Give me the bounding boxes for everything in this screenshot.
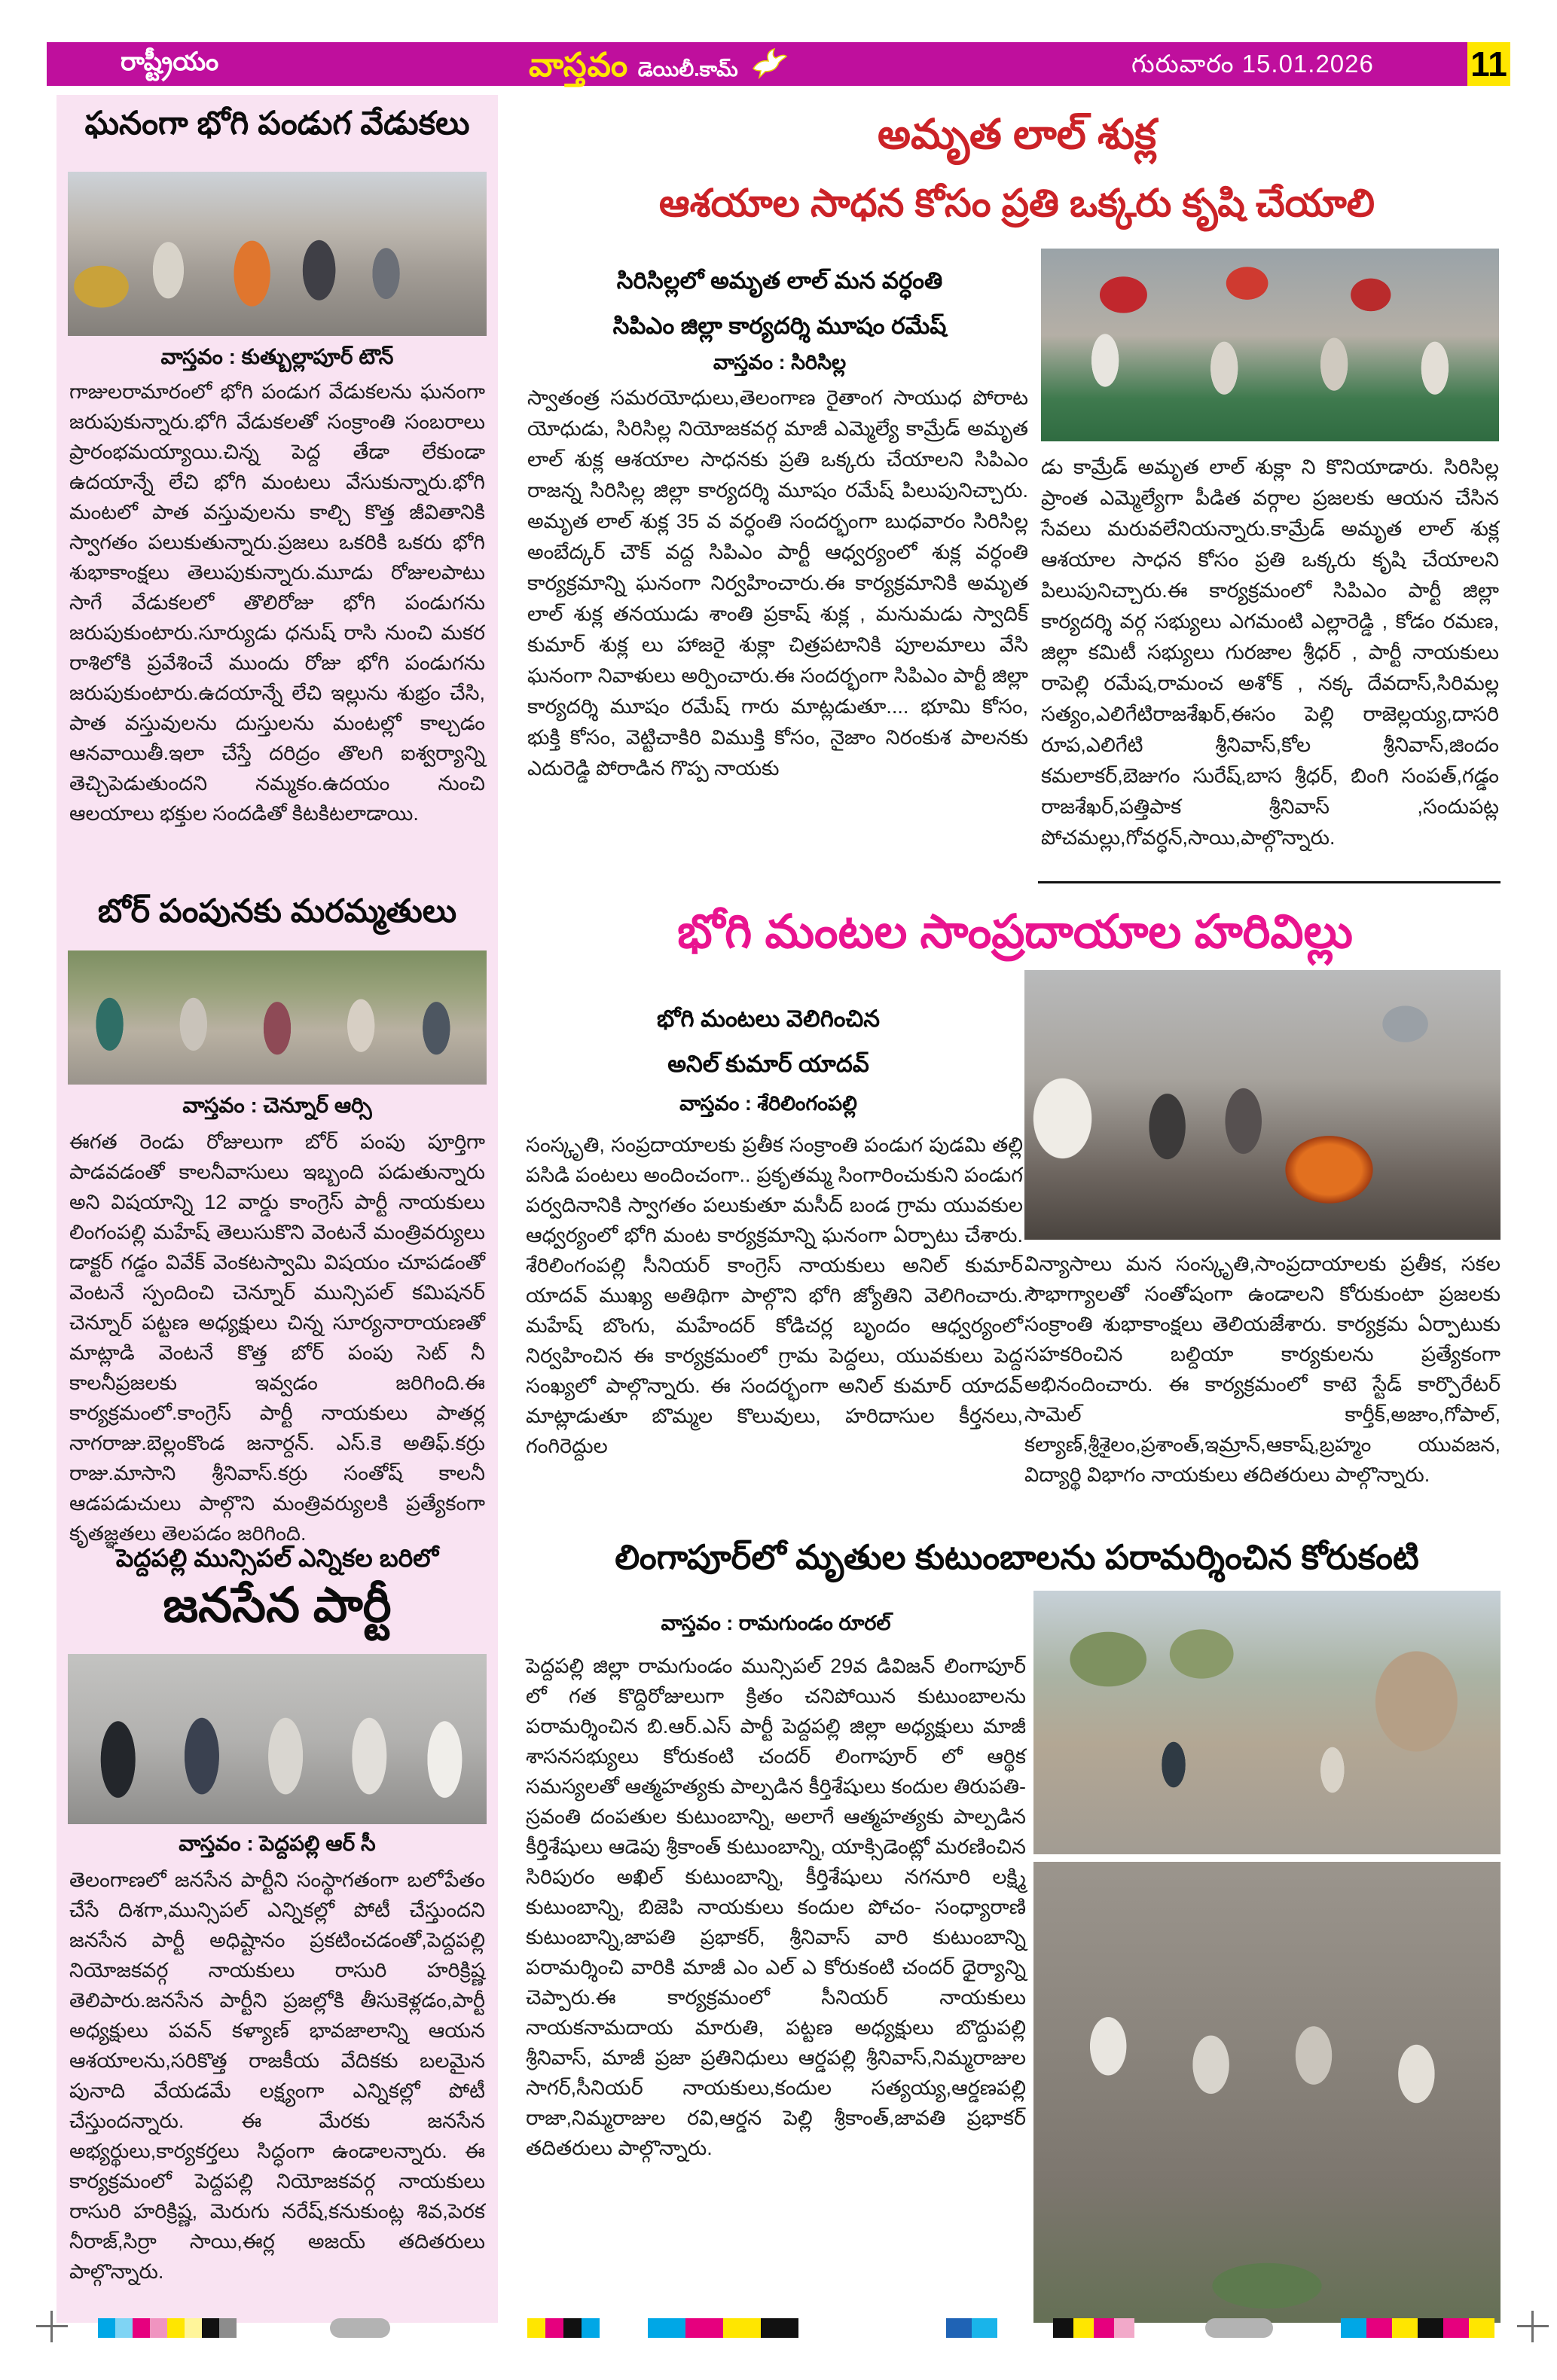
subhead-bhogi-mantalu-line1: భోగి మంటలు వెలిగించిన bbox=[656, 1005, 880, 1032]
byline-lingapur: వాస్తవం : రామగుండం రూరల్ bbox=[661, 1612, 891, 1634]
byline-bhogi-mantalu: వాస్తవం : శేరిలింగంపల్లి bbox=[679, 1092, 857, 1115]
printer-color-swatch bbox=[1053, 2318, 1073, 2338]
printer-color-swatch bbox=[946, 2318, 972, 2338]
dove-icon bbox=[749, 46, 788, 79]
printer-color-swatch bbox=[1443, 2318, 1469, 2338]
section-name: రాష్ట్రీయం bbox=[121, 47, 219, 76]
date-label: గురువారం 15.01.2026 bbox=[1131, 50, 1374, 78]
printer-color-swatch bbox=[115, 2318, 133, 2338]
page-number: 11 bbox=[1467, 42, 1510, 86]
byline-janasena: వాస్తవం : పెద్దపల్లి ఆర్ సీ bbox=[179, 1832, 376, 1855]
photo-bore-pump-group bbox=[68, 950, 487, 1085]
headline-bhogi-festival: ఘనంగా భోగి పండుగ వేడుకలు bbox=[84, 105, 470, 142]
subhead-amrutha-lal-line2: సిపిఎం జిల్లా కార్యదర్శి మూషం రమేష్ bbox=[612, 313, 947, 339]
printer-color-swatch bbox=[1469, 2318, 1494, 2338]
photo-lingapur-street-visit bbox=[1033, 1591, 1501, 1854]
headline-janasena: జనసేన పార్టీ bbox=[163, 1578, 392, 1632]
brand-name: వాస్తవం bbox=[529, 47, 629, 84]
printer-color-swatch bbox=[972, 2318, 997, 2338]
printer-color-swatch bbox=[723, 2318, 761, 2338]
body-amrutha-lal-col2: డు కామ్రేడ్ అమృత లాల్ శుక్లా ని కొనియాడారు. సిరిసిల్ల ప్రాంత ఎమ్మెల్యేగా పీడిత వర్గాల ప్రజలకు ఆయన చేసిన సేవలు మరువలేనియన్నారు.కామ్రేడ్ అమృత లాల్ శుక్ల ఆశయాల సాధన కోసం ప్రతి ఒక్కరు కృషి చేయాలని పిలుపునిచ్చారు.ఈ కార్యక్రమంలో సిపిఎం పార్టీ జిల్లా కార్యదర్శి వర్గ సభ్యులు ఎగమంటి ఎల్లారెడ్డి , కోడం రమణ, జిల్లా కమిటీ సభ్యులు గురజాల శ్రీధర్ , పార్టీ నాయకులు రాపెల్లి రమేష,రామంచ అశోక్ , నక్క దేవదాస్,సిరిమల్ల సత్యం,ఎలిగేటిరాజశేఖర్,ఈసం పెల్లి రాజెల్లయ్య,దాసరి రూప,ఎలిగేటి శ్రీనివాస్,కోల శ్రీనివాస్,జిందం కమలాకర్,బెజుగం సురేష్,బాస శ్రీధర్, బింగి సంపత్,గడ్డం రాజశేఖర్,పత్తిపాక శ్రీనివాస్ ,సందుపట్ల పోచమల్లు,గోవర్ధన్,సాయి,పాల్గొన్నారు. bbox=[1041, 456, 1499, 849]
photo-bhogi-street-celebration bbox=[68, 172, 487, 336]
body-bore-pump: ఈగత రెండు రోజులుగా బోర్ పంపు పూర్తిగా పాడవడంతో కాలనీవాసులు ఇబ్బంది పడుతున్నారు అని విషయాన్ని 12 వార్డు కాంగ్రెస్ పార్టీ నాయకులు లింగంపల్లి మహేష్ తెలుసుకొని వెంటనే మంత్రివర్యులు డాక్టర్ గడ్డం వివేక్ వెంకటస్వామి విషయం చూపడంతో వెంటనే స్పందించి చెన్నూర్ మున్సిపల్ కమిషనర్ చెన్నూర్ పట్టణ అధ్యక్షులు చిన్న సూర్యనారాయణతో మాట్లాడి వెంటనే కొత్త బోర్ పంపు సెట్ నీ కాలనీప్రజలకు ఇవ్వడం జరిగింది.ఈ కార్యక్రమంలో.కాంగ్రెస్ పార్టీ నాయకులు పాతర్ల నాగరాజు.బెల్లంకొండ జనార్దన్. ఎస్.కె అతిఫ్.కర్రు రాజు.మాసాని శ్రీనివాస్.కర్రు సంతోష్ కాలనీ ఆడపడుచులు పాల్గొని మంత్రివర్యులకి ప్రత్యేకంగా కృతజ్ఞతలు తెలపడం జరిగింది. bbox=[69, 1130, 485, 1545]
body-amrutha-lal-col1: స్వాతంత్ర సమరయోధులు,తెలంగాణ రైతాంగ సాయుధ పోరాట యోధుడు, సిరిసిల్ల నియోజకవర్గ మాజీ ఎమ్మెల్యే కామ్రేడ్ అమృత లాల్ శుక్ల ఆశయాల సాధనకు ప్రతి ఒక్కరు చేయాలని సిపిఎం రాజన్న సిరిసిల్ల జిల్లా కార్యదర్శి మూషం రమేష్ పిలుపునిచ్చారు. అమృత లాల్ శుక్ల 35 వ వర్ధంతి సందర్భంగా బుధవారం సిరిసిల్ల అంబేద్కర్ చౌక్ వద్ద సిపిఎం పార్టీ ఆధ్వర్యంలో శుక్ల వర్ధంతి కార్యక్రమాన్ని ఘనంగా నిర్వహించారు.ఈ కార్యక్రమానికి అమృత లాల్ శుక్ల తనయుడు శాంతి ప్రకాష్ శుక్ల , మనుమడు స్వాదిక్ కుమార్ శుక్ల లు హాజరై శుక్లా చిత్రపటానికి పూలమాలు వేసి ఘనంగా నివాళులు అర్పించారు.ఈ సందర్భంగా సిపిఎం పార్టీ జిల్లా కార్యదర్శి మూషం రమేష్ గారు మాట్లడుతూ.... భూమి కోసం, భుక్తి కోసం, వెట్టిచాకిరి విముక్తి కోసం, నైజాం నిరంకుశ పాలనకు ఎదురెడ్డి పోరాడిన గొప్ప నాయకు bbox=[527, 386, 1028, 780]
printer-color-swatch bbox=[527, 2318, 545, 2338]
printer-color-swatch bbox=[133, 2318, 150, 2338]
body-bhogi-festival: గాజులరామారంలో భోగి పండుగ వేడుకలను ఘనంగా జరుపుకున్నారు.భోగి వేడుకలతో సంక్రాంతి సంబరాలు ప్రారంభమయ్యాయి.చిన్న పెద్ద తేడా లేకుండా ఉదయాన్నే లేచి భోగి మంటలు వేసుకున్నారు.భోగి మంటలో పాత వస్తువులను కాల్చి కొత్త జీవితానికి స్వాగతం పలుకుతున్నారు.ప్రజలు ఒకరికి ఒకరు భోగి శుభాకాంక్షలు తెలుపుకున్నారు.మూడు రోజులపాటు సాగే వేడుకలలో తొలిరోజు భోగి పండుగను జరుపుకుంటారు.సూర్యుడు ధనుష్ రాసి నుంచి మకర రాశిలోకి ప్రవేశించే ముందు రోజు భోగి పండుగను జరుపుకుంటారు.ఉదయాన్నే లేచి ఇల్లును శుభ్రం చేసి, పాత వస్తువులను దుస్తులను మంటల్లో కాల్చడం ఆనవాయితీ.ఇలా చేస్తే దరిద్రం తొలగి ఐశ్వర్యాన్ని తెచ్చిపెడుతుందని నమ్మకం.ఉదయం నుంచి ఆలయాలు భక్తుల సందడితో కిటకిటలాడాయి. bbox=[69, 380, 485, 825]
printer-color-swatch bbox=[1341, 2318, 1366, 2338]
body-janasena: తెలంగాణలో జనసేన పార్టీని సంస్థాగతంగా బలోపేతం చేసే దిశగా,మున్సిపల్ ఎన్నికల్లో పోటీ చేస్తుందని జనసేన పార్టీ అధిష్టానం ప్రకటించడంతో,పెద్దపల్లి నియోజకవర్గ నాయకులు రాసురి హరిక్రిష్ణ తెలిపారు.జనసేన పార్టీని ప్రజల్లోకి తీసుకెళ్లడం,పార్టీ అధ్యక్షులు పవన్ కళ్యాణ్ భావజాలాన్ని ఆయన ఆశయాలను,సరికొత్త రాజకీయ వేదికకు బలమైన పునాది వేయడమే లక్ష్యంగా ఎన్నికల్లో పోటీ చేస్తుందన్నారు. ఈ మేరకు జనసేన అభ్యర్థులు,కార్యకర్తలు సిద్ధంగా ఉండాలన్నారు. ఈ కార్యక్రమంలో పెద్దపల్లి నియోజకవర్గ నాయకులు రాసురి హరిక్రిష్ణ, మెరుగు నరేష్,కనుకుంట్ల శివ,పెరక నీరాజ్,సిర్రా సాయి,ఈర్ల అజయ్ తదితరులు పాల్గొన్నారు. bbox=[69, 1869, 485, 2283]
body-lingapur: పెద్దపల్లి జిల్లా రామగుండం మున్సిపల్ 29వ డివిజన్ లింగాపూర్ లో గత కొద్దిరోజులుగా క్రితం చనిపోయిన కుటుంబాలను పరామర్శించిన బి.ఆర్.ఎస్ పార్టీ పెద్దపల్లి జిల్లా అధ్యక్షులు మాజీ శాసనసభ్యులు కోరుకంటి చందర్ లింగాపూర్ లో ఆర్థిక సమస్యలతో ఆత్మహత్యకు పాల్పడిన కీర్తిశేషులు కందుల తిరుపతి- స్రవంతి దంపతుల కుటుంబాన్ని, అలాగే ఆత్మహత్యకు పాల్పడిన కీర్తిశేషులు ఆడెపు శ్రీకాంత్ కుటుంబాన్ని, యాక్సిడెంట్లో మరణించిన సిరిపురం అఖిల్ కుటుంబాన్ని, కీర్తిశేషులు నగనూరి లక్ష్మి కుటుంబాన్ని, బిజెపి నాయకులు కందుల పోచం- సంధ్యారాణి కుటుంబాన్ని,జాపతి ప్రభాకర్, శ్రీనివాస్ వారి కుటుంబాన్ని పరామర్శించి వారికి మాజీ ఎం ఎల్ ఎ కోరుకంటి చందర్ ధైర్యాన్ని చెప్పారు.ఈ కార్యక్రమంలో సీనియర్ నాయకులు నాయకనామదాయ మారుతి, పట్టణ అధ్యక్షులు బొద్దుపల్లి శ్రీనివాస్, మాజీ ప్రజా ప్రతినిధులు ఆర్డపల్లి శ్రీనివాస్,నిమ్మరాజుల సాగర్,సీనియర్ నాయకులు,కందుల సత్యయ్య,ఆర్డణపల్లి రాజా,నిమ్మరాజుల రవి,ఆర్డన పెల్లి శ్రీకాంత్,జావతి ప్రభాకర్ తదితరులు పాల్గొన్నారు. bbox=[526, 1655, 1026, 2159]
printer-color-swatch bbox=[150, 2318, 167, 2338]
printer-color-swatch bbox=[185, 2318, 202, 2338]
headline-bore-pump: బోర్ పంపునకు మరమ్మతులు bbox=[97, 893, 457, 929]
printer-color-swatch bbox=[1418, 2318, 1443, 2338]
printer-color-swatch bbox=[219, 2318, 237, 2338]
printer-color-swatch bbox=[685, 2318, 723, 2338]
photo-lingapur-family-meeting bbox=[1033, 1862, 1501, 2323]
printer-color-swatch bbox=[202, 2318, 219, 2338]
body-bhogi-mantalu-col2: విన్యాసాలు మన సంస్కృతి,సాంప్రదాయాలకు ప్రతీక, సకల సౌభాగ్యాలతో సంతోషంగా ఉండాలని కోరుకుంటా ప్రజలకు సంక్రాంతి శుభాకాంక్షలు తెలియజేశారు. కార్యక్రమ ఏర్పాటుకు సహకరించిన బల్దియా కార్యకులను ప్రత్యేకంగా అభినందించారు. ఈ కార్యక్రమంలో కాటె స్టేడ్ కార్పొరేటర్ సామెల్ కార్తీక్,అజాం,గోపాల్, కల్యాణ్,శ్రీశైలం,ప్రశాంత్,ఇమ్రాన్,ఆకాష్,బ్రహ్మం యువజన, విద్యార్థి విభాగం నాయకులు తదితరులు పాల్గొన్నారు. bbox=[1024, 1253, 1501, 1486]
byline-bore-pump: వాస్తవం : చెన్నూర్ ఆర్సి bbox=[182, 1094, 372, 1117]
subhead-bhogi-mantalu-line2: అనిల్ కుమార్ యాదవ్ bbox=[667, 1051, 869, 1077]
subhead-amrutha-lal-line1: సిరిసిల్లలో అమృత లాల్ మన వర్ధంతి bbox=[616, 267, 943, 294]
printer-gray-pill bbox=[330, 2318, 390, 2338]
printer-color-swatch bbox=[1114, 2318, 1134, 2338]
byline-amrutha-lal: వాస్తవం : సిరిసిల్ల bbox=[713, 351, 847, 374]
printer-color-swatch bbox=[582, 2318, 600, 2338]
printer-color-swatch bbox=[563, 2318, 582, 2338]
body-bhogi-mantalu-col1: సంస్కృతి, సంప్రదాయాలకు ప్రతీక సంక్రాంతి పండుగ పుడమి తల్లి పసిడి పంటలు అందించంగా.. ప్రకృతమ్మ సింగారించుకుని పండుగ పర్వదినానికి స్వాగతం పలుకుతూ మసీద్ బండ గ్రామ యువకుల ఆధ్వర్యంలో భోగి మంట కార్యక్రమాన్ని ఘనంగా ఏర్పాటు చేశారు. శేరిలింగంపల్లి సీనియర్ కాంగ్రెస్ నాయకులు అనిల్ కుమార్ యాదవ్ ముఖ్య అతిథిగా పాల్గొని భోగి జ్యోతిని వెలిగించారు. మహేష్ బొంగు, మహేందర్ కోడిచర్ల బృందం ఆధ్వర్యంలో నిర్వహించిన ఈ కార్యక్రమంలో గ్రామ పెద్దలు, యువకులు పెద్ద సంఖ్యలో పాల్గొన్నారు. ఈ సందర్భంగా అనిల్ కుమార్ యాదవ్ మాట్లాడుతూ బొమ్మల కొలువులు, హరిదాసుల కీర్తనలు, గంగిరెద్దుల bbox=[526, 1134, 1023, 1457]
printer-gray-pill bbox=[1205, 2318, 1273, 2338]
masthead-bar bbox=[47, 42, 1467, 86]
byline-bhogi-festival: వాస్తవం : కుత్బుల్లాపూర్ టౌన్ bbox=[160, 345, 394, 368]
printer-color-swatch bbox=[761, 2318, 798, 2338]
headline-amrutha-lal-line1: అమృత లాల్ శుక్ల bbox=[878, 111, 1156, 157]
printer-color-swatch bbox=[1366, 2318, 1392, 2338]
registration-crosshair-left bbox=[36, 2311, 68, 2342]
headline-lingapur: లింగాపూర్‌లో మృతుల కుటుంబాలను పరామర్శించిన కోరుకంటి bbox=[615, 1538, 1419, 1576]
brand-suffix: డెయిలీ.కామ్ bbox=[637, 58, 738, 81]
printer-color-swatch bbox=[648, 2318, 685, 2338]
photo-janasena-leaders bbox=[68, 1654, 487, 1824]
printer-color-swatch bbox=[98, 2318, 115, 2338]
printer-color-swatch bbox=[1073, 2318, 1094, 2338]
printer-color-swatch bbox=[545, 2318, 563, 2338]
photo-bhogi-bonfire bbox=[1024, 970, 1501, 1240]
printer-color-swatch bbox=[1094, 2318, 1114, 2338]
headline-bhogi-mantalu: భోగి మంటల సాంప్రదాయాల హరివిల్లు bbox=[677, 906, 1353, 958]
headline-amrutha-lal-line2: ఆశయాల సాధన కోసం ప్రతి ఒక్కరు కృషి చేయాలి bbox=[658, 182, 1375, 224]
brand-logo bbox=[529, 43, 788, 93]
registration-crosshair-right bbox=[1517, 2311, 1549, 2342]
kicker-janasena: పెద్దపల్లి మున్సిపల్ ఎన్నికల బరిలో bbox=[115, 1544, 439, 1572]
section-divider-rule bbox=[1038, 881, 1501, 883]
photo-cpm-memorial-rally bbox=[1041, 249, 1499, 441]
printer-color-swatch bbox=[167, 2318, 185, 2338]
printer-color-swatch bbox=[1392, 2318, 1418, 2338]
